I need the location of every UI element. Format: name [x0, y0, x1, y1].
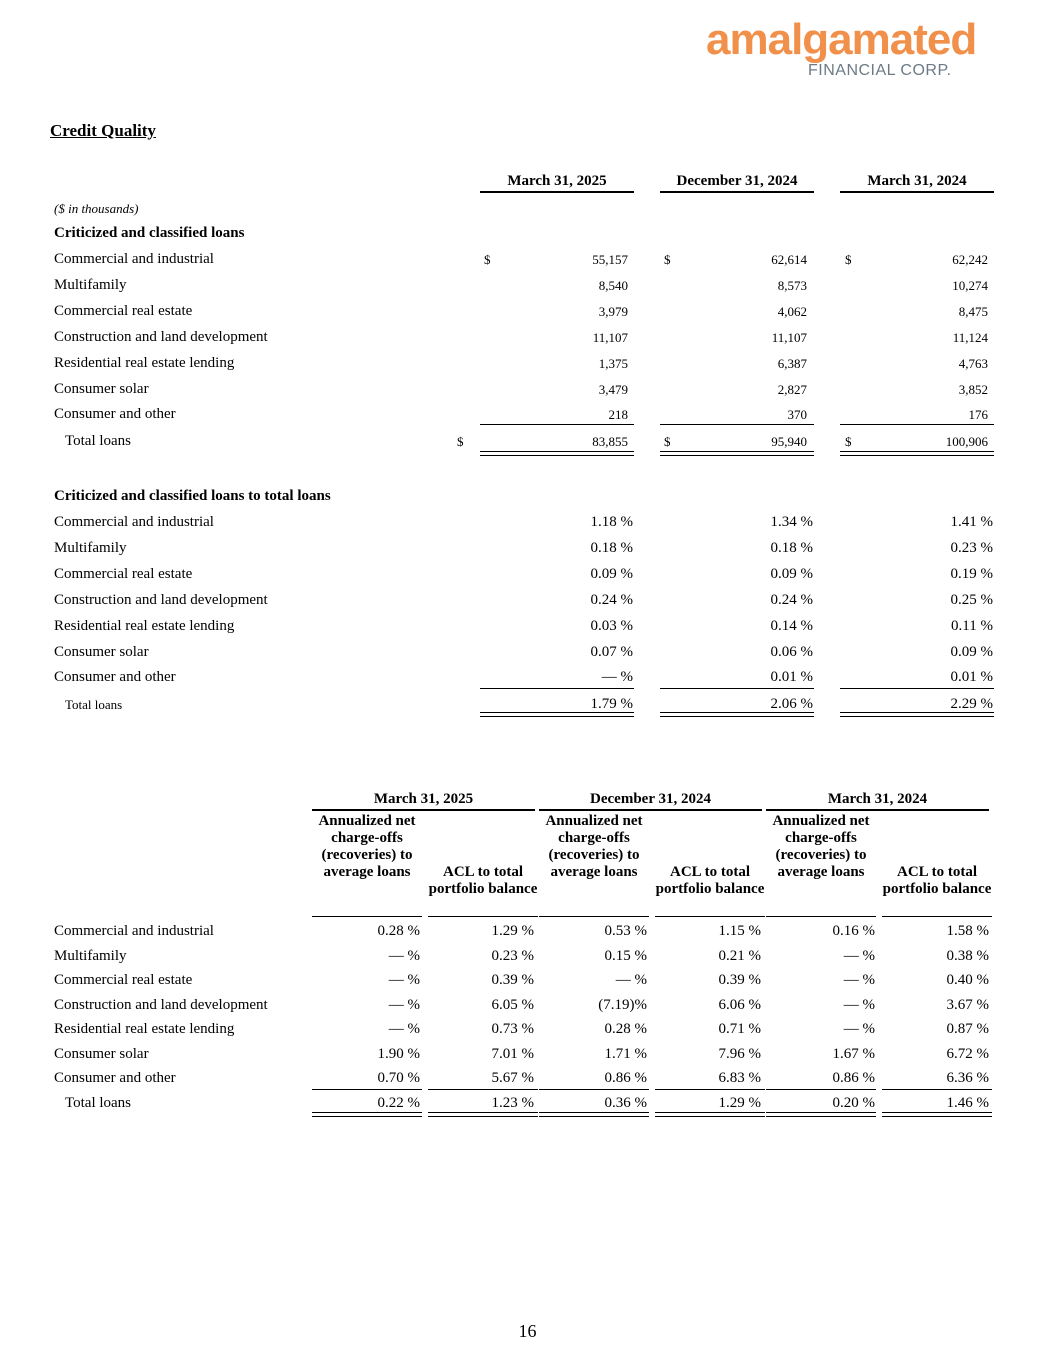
ratio-cell: 0.06 %	[770, 644, 813, 660]
subtotal-rule	[428, 1089, 538, 1090]
amount-cell: 3,852	[958, 382, 988, 397]
row-label: Residential real estate lending	[54, 1021, 235, 1037]
ratio-cell: 1.18 %	[590, 514, 633, 530]
total-ratio-cell: 2.06 %	[770, 696, 813, 712]
ratio-cell: 3.67 %	[946, 997, 989, 1013]
header-rule	[660, 191, 814, 193]
row-label: Commercial and industrial	[54, 251, 214, 267]
amount-cell: 11,124	[952, 330, 988, 345]
ratio-cell: 0.19 %	[950, 566, 993, 582]
period-header: March 31, 2025	[373, 791, 474, 807]
ratio-cell: (7.19)%	[598, 997, 647, 1013]
column-header: March 31, 2025	[507, 173, 607, 189]
header-rule	[840, 191, 994, 193]
ratio-cell: — %	[388, 997, 420, 1013]
ratio-cell: 0.24 %	[770, 592, 813, 608]
amount-cell: 62,242	[952, 252, 988, 267]
ratio-cell: — %	[615, 972, 647, 988]
subtotal-rule	[312, 1089, 422, 1090]
total-double-rule	[766, 1112, 876, 1117]
ratio-cell: 0.28 %	[377, 923, 420, 939]
total-amount-cell: 100,906	[945, 434, 988, 449]
company-logo-subtitle: FINANCIAL CORP.	[808, 62, 952, 79]
total-ratio-cell: 1.46 %	[946, 1095, 989, 1111]
ratio-cell: 0.86 %	[604, 1070, 647, 1086]
subtotal-rule	[660, 424, 814, 425]
subtotal-rule	[655, 1089, 765, 1090]
total-ratio-cell: 2.29 %	[950, 696, 993, 712]
ratio-cell: 0.14 %	[770, 618, 813, 634]
ratio-cell: 0.09 %	[950, 644, 993, 660]
row-label: Consumer and other	[54, 406, 176, 422]
ratio-cell: 1.58 %	[946, 923, 989, 939]
subheader-rule	[312, 916, 422, 917]
total-double-rule	[428, 1112, 538, 1117]
ratio-cell: 0.53 %	[604, 923, 647, 939]
subtotal-rule	[840, 688, 994, 689]
subheader-rule	[882, 916, 992, 917]
ratio-cell: 0.23 %	[491, 948, 534, 964]
ratio-cell: 6.36 %	[946, 1070, 989, 1086]
section-heading: Criticized and classified loans to total loans	[54, 488, 331, 504]
ratio-cell: 0.28 %	[604, 1021, 647, 1037]
currency-symbol: $	[845, 252, 852, 267]
row-label: Consumer and other	[54, 1070, 176, 1086]
ratio-cell: 0.39 %	[491, 972, 534, 988]
ratio-cell: 0.09 %	[770, 566, 813, 582]
row-label: Multifamily	[54, 948, 127, 964]
currency-symbol: $	[457, 434, 464, 449]
total-label: Total loans	[65, 433, 132, 449]
ratio-cell: 1.67 %	[832, 1046, 875, 1062]
total-ratio-cell: 1.29 %	[718, 1095, 761, 1111]
currency-symbol: $	[845, 434, 852, 449]
total-double-rule	[539, 1112, 649, 1117]
row-label: Consumer and other	[54, 669, 176, 685]
amount-cell: 62,614	[771, 252, 807, 267]
ratio-cell: 6.83 %	[718, 1070, 761, 1086]
ratio-cell: 0.18 %	[770, 540, 813, 556]
ratio-cell: 0.71 %	[718, 1021, 761, 1037]
page-number: 16	[518, 1321, 537, 1341]
header-rule	[766, 809, 989, 811]
ratio-cell: 1.34 %	[770, 514, 813, 530]
ratio-cell: 1.29 %	[491, 923, 534, 939]
ratio-cell: 1.71 %	[604, 1046, 647, 1062]
row-label: Construction and land development	[54, 329, 268, 345]
row-label: Multifamily	[54, 540, 127, 556]
total-ratio-cell: 0.20 %	[832, 1095, 875, 1111]
ratio-cell: 0.70 %	[377, 1070, 420, 1086]
total-ratio-cell: 0.22 %	[377, 1095, 420, 1111]
ratio-cell: 6.72 %	[946, 1046, 989, 1062]
total-double-rule	[660, 712, 814, 717]
ratio-cell: 6.05 %	[491, 997, 534, 1013]
amount-cell: 370	[787, 407, 807, 422]
company-logo: amalgamated	[706, 15, 977, 64]
header-rule	[480, 191, 634, 193]
amount-cell: 8,475	[958, 304, 988, 319]
ratio-cell: 0.24 %	[590, 592, 633, 608]
row-label: Multifamily	[54, 277, 127, 293]
row-label: Consumer solar	[54, 644, 149, 660]
subtotal-rule	[480, 424, 634, 425]
ratio-cell: 7.96 %	[718, 1046, 761, 1062]
row-label: Commercial real estate	[54, 303, 193, 319]
ratio-cell: 0.07 %	[590, 644, 633, 660]
ratio-cell: 0.16 %	[832, 923, 875, 939]
subheader-rule	[539, 916, 649, 917]
ratio-cell: 0.18 %	[590, 540, 633, 556]
ratio-cell: — %	[388, 972, 420, 988]
row-label: Consumer solar	[54, 381, 149, 397]
total-label: Total loans	[65, 1095, 132, 1111]
ratio-cell: 0.11 %	[951, 618, 993, 634]
total-double-rule	[882, 1112, 992, 1117]
amount-cell: 8,573	[777, 278, 807, 293]
ratio-cell: — %	[843, 1021, 875, 1037]
amount-cell: 4,763	[958, 356, 988, 371]
subtotal-rule	[766, 1089, 876, 1090]
currency-symbol: $	[484, 252, 491, 267]
subtotal-rule	[840, 424, 994, 425]
ratio-cell: 0.01 %	[770, 669, 813, 685]
ratio-cell: 6.06 %	[718, 997, 761, 1013]
ratio-cell: — %	[843, 948, 875, 964]
column-subheader: ACL to total portfolio balance	[882, 864, 992, 897]
amount-cell: 1,375	[598, 356, 628, 371]
row-label: Residential real estate lending	[54, 355, 235, 371]
subheader-rule	[428, 916, 538, 917]
row-label: Commercial and industrial	[54, 514, 214, 530]
currency-symbol: $	[664, 434, 671, 449]
row-label: Commercial and industrial	[54, 923, 214, 939]
subheader-rule	[655, 916, 765, 917]
header-rule	[312, 809, 535, 811]
total-label: Total loans	[65, 697, 123, 712]
column-subheader: ACL to total portfolio balance	[428, 864, 538, 897]
amount-cell: 8,540	[598, 278, 628, 293]
ratio-cell: — %	[843, 997, 875, 1013]
ratio-cell: — %	[601, 669, 633, 685]
ratio-cell: 1.15 %	[718, 923, 761, 939]
column-subheader: ACL to total portfolio balance	[655, 864, 765, 897]
ratio-cell: 5.67 %	[491, 1070, 534, 1086]
ratio-cell: 0.86 %	[832, 1070, 875, 1086]
ratio-cell: 7.01 %	[491, 1046, 534, 1062]
period-header: December 31, 2024	[590, 791, 711, 807]
ratio-cell: — %	[388, 948, 420, 964]
column-header: March 31, 2024	[867, 173, 967, 189]
ratio-cell: 1.41 %	[950, 514, 993, 530]
ratio-cell: 1.90 %	[377, 1046, 420, 1062]
section-heading: Criticized and classified loans	[54, 225, 245, 241]
total-amount-cell: 83,855	[592, 434, 628, 449]
ratio-cell: 0.25 %	[950, 592, 993, 608]
subtotal-rule	[480, 688, 634, 689]
ratio-cell: 0.09 %	[590, 566, 633, 582]
total-amount-cell: 95,940	[771, 434, 807, 449]
period-header: March 31, 2024	[827, 791, 928, 807]
total-ratio-cell: 1.23 %	[491, 1095, 534, 1111]
total-double-rule	[312, 1112, 422, 1117]
column-subheader: Annualized net charge-offs (recoveries) to average loans	[772, 813, 870, 880]
subtotal-rule	[882, 1089, 992, 1090]
amount-cell: 55,157	[592, 252, 628, 267]
ratio-cell: — %	[843, 972, 875, 988]
ratio-cell: 0.38 %	[946, 948, 989, 964]
units-note: ($ in thousands)	[54, 201, 139, 216]
row-label: Construction and land development	[54, 997, 268, 1013]
ratio-cell: 0.73 %	[491, 1021, 534, 1037]
section-title: Credit Quality	[50, 121, 156, 140]
amount-cell: 2,827	[777, 382, 807, 397]
ratio-cell: 0.23 %	[950, 540, 993, 556]
ratio-cell: 0.15 %	[604, 948, 647, 964]
amount-cell: 4,062	[777, 304, 807, 319]
amount-cell: 176	[968, 407, 988, 422]
amount-cell: 11,107	[592, 330, 628, 345]
total-double-rule	[660, 451, 814, 456]
ratio-cell: 0.87 %	[946, 1021, 989, 1037]
row-label: Consumer solar	[54, 1046, 149, 1062]
total-ratio-cell: 0.36 %	[604, 1095, 647, 1111]
amount-cell: 3,479	[598, 382, 628, 397]
currency-symbol: $	[664, 252, 671, 267]
ratio-cell: 0.01 %	[950, 669, 993, 685]
header-rule	[539, 809, 762, 811]
total-double-rule	[840, 712, 994, 717]
total-double-rule	[480, 451, 634, 456]
total-double-rule	[655, 1112, 765, 1117]
total-double-rule	[480, 712, 634, 717]
amount-cell: 218	[608, 407, 628, 422]
ratio-cell: 0.40 %	[946, 972, 989, 988]
subtotal-rule	[539, 1089, 649, 1090]
total-double-rule	[840, 451, 994, 456]
row-label: Commercial real estate	[54, 972, 193, 988]
ratio-cell: 0.03 %	[590, 618, 633, 634]
amount-cell: 3,979	[598, 304, 628, 319]
ratio-cell: — %	[388, 1021, 420, 1037]
subtotal-rule	[660, 688, 814, 689]
column-subheader: Annualized net charge-offs (recoveries) to average loans	[545, 813, 643, 880]
amount-cell: 10,274	[952, 278, 988, 293]
total-ratio-cell: 1.79 %	[590, 696, 633, 712]
column-subheader: Annualized net charge-offs (recoveries) to average loans	[318, 813, 416, 880]
amount-cell: 6,387	[777, 356, 807, 371]
amount-cell: 11,107	[771, 330, 807, 345]
column-header: December 31, 2024	[676, 173, 798, 189]
ratio-cell: 0.21 %	[718, 948, 761, 964]
row-label: Construction and land development	[54, 592, 268, 608]
ratio-cell: 0.39 %	[718, 972, 761, 988]
row-label: Commercial real estate	[54, 566, 193, 582]
row-label: Residential real estate lending	[54, 618, 235, 634]
subheader-rule	[766, 916, 876, 917]
